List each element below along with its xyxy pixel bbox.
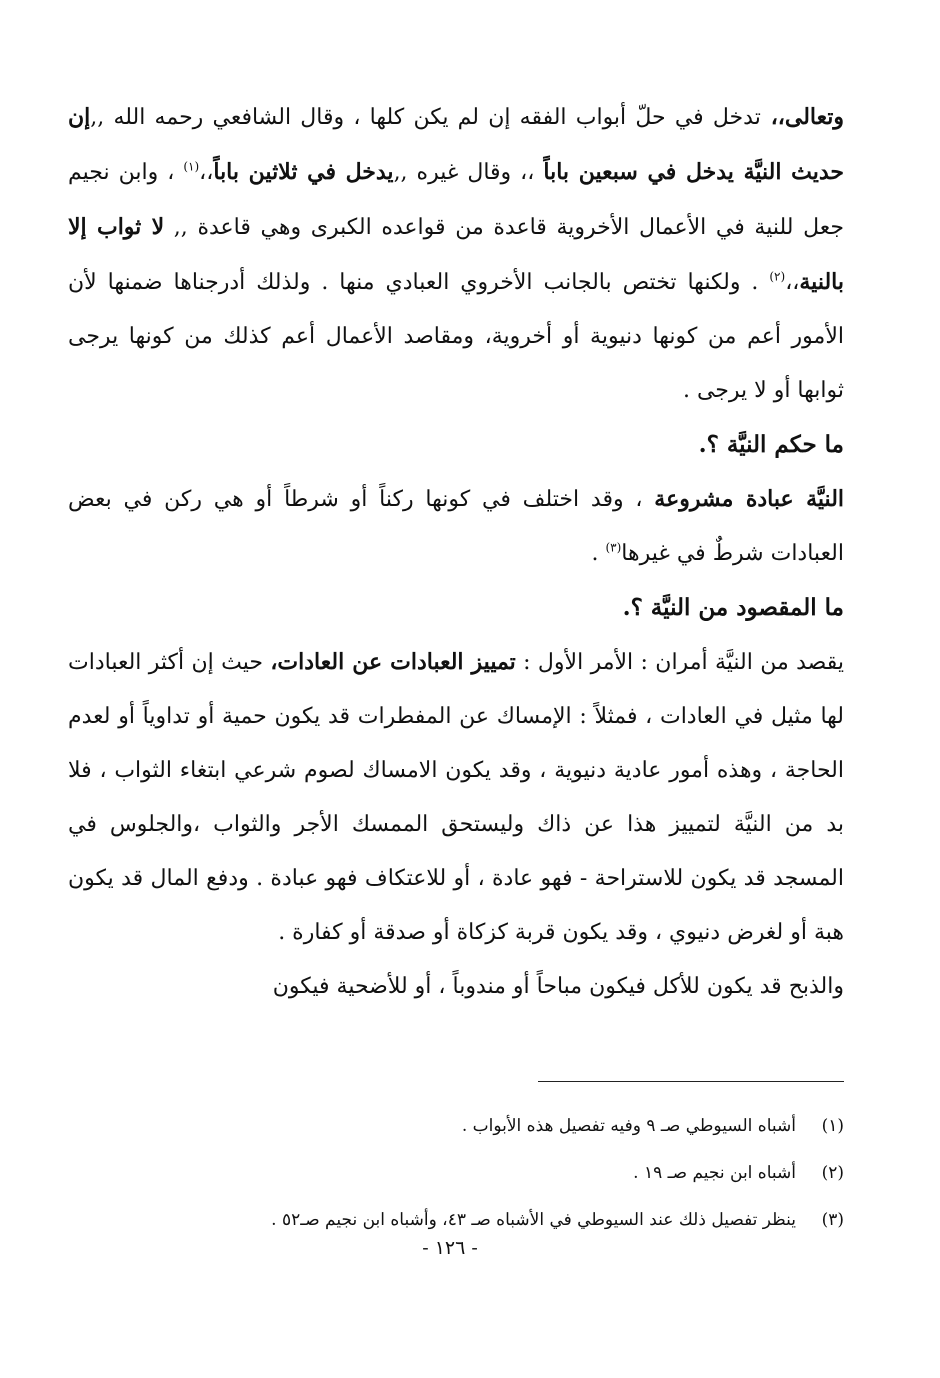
paragraph-2: النيَّة عبادة مشروعة ، وقد اختلف في كونها ركناً أو شرطاً أو هي ركن في بعض العبادات شرطٌ في غيرها$^{(٣)}$ .: [68, 486, 845, 566]
section-heading-1: ما حكم النيَّة ؟.: [698, 431, 844, 458]
section-heading-2: ما المقصود من النيَّة ؟.: [622, 594, 844, 621]
footnote-number: (٢): [821, 1163, 844, 1183]
footnote-item: [190, 1103, 844, 1150]
quote-bold: إن حديث النيَّة يدخل في سبعين باباً: [68, 104, 844, 185]
footnotes: [190, 1103, 844, 1244]
footnote-ref-2[interactable]: (٢): [769, 269, 786, 284]
paragraph-3: يقصد من النيَّة أمران : الأمر الأول : تمييز العبادات عن العادات، حيث إن أكثر العبادات لها مثيل في العادات ، فمثلاً : الإمساك عن المفطرات قد يكون حمية أو تداوياً أو لعدم الحاجة ، وهذه أمور عادية دنيوية ، وقد يكون الامساك لصوم شرعي ابتغاء الثواب ، فلا بد من النيَّة لتمييز هذا عن ذاك وليستحق الممسك الأجر والثواب ،والجلوس في المسجد قد يكون للاستراحة - فهو عادة ، أو للاعتكاف فهو عبادة . ودفع المال قد يكون هبة أو لغرض دنيوي ، وقد يكون قربة كزكاة أو صدقة أو كفارة .: [68, 649, 844, 945]
footnote-number: (٣): [821, 1210, 844, 1230]
paragraph-1: وتعالى،، تدخل في حلّ أبواب الفقه إن لم يكن كلها ، وقال الشافعي رحمه الله ,,إن حديث النيَّة يدخل في سبعين باباً ،، وقال غيره ,,يدخل في ثلاثين باباً،،$^{(١)}$ ، وابن نجيم جعل للنية في الأعمال الأخروية قاعدة من قواعده الكبرى وهي قاعدة ,, لا ثواب إلا بالنية،،$^{(٢)}$ . ولكنها تختص بالجانب الأخروي العبادي منها . ولذلك أدرجناها ضمنها لأن الأمور أعم من كونها دنيوية أو أخروية، ومقاصد الأعمال أعم كذلك من كونها يرجى ثوابها أو لا يرجى .: [68, 104, 844, 403]
footnote-divider: [538, 1081, 844, 1082]
bold-phrase: وتعالى،،: [760, 104, 844, 130]
footnote-ref-3[interactable]: (٣): [605, 540, 622, 555]
page-number: - ١٢٦ -: [422, 1237, 478, 1259]
footnote-text: ينظر تفصيل ذلك عند السيوطي في الأشباه صـ ٤٣، وأشباه ابن نجيم صـ٥٢ .: [271, 1210, 796, 1230]
footnote-item: [190, 1150, 844, 1197]
footnote-text: أشباه ابن نجيم صـ ١٩ .: [633, 1163, 796, 1183]
bold-phrase: تمييز العبادات عن العادات،: [270, 649, 516, 675]
bold-phrase: النيَّة عبادة مشروعة: [654, 486, 845, 512]
quote-bold: لا ثواب إلا بالنية: [68, 214, 844, 295]
main-text: [68, 90, 844, 1014]
paragraph-4: والذبح قد يكون للأكل فيكون مباحاً أو مندوباً ، أو للأضحية فيكون: [272, 974, 844, 999]
quote-bold: يدخل في ثلاثين باباً: [213, 159, 394, 185]
footnote-number: (١): [821, 1116, 844, 1136]
footnote-text: أشباه السيوطي صـ ٩ وفيه تفصيل هذه الأبواب .: [461, 1116, 796, 1136]
footnote-ref-1[interactable]: (١): [183, 159, 200, 174]
